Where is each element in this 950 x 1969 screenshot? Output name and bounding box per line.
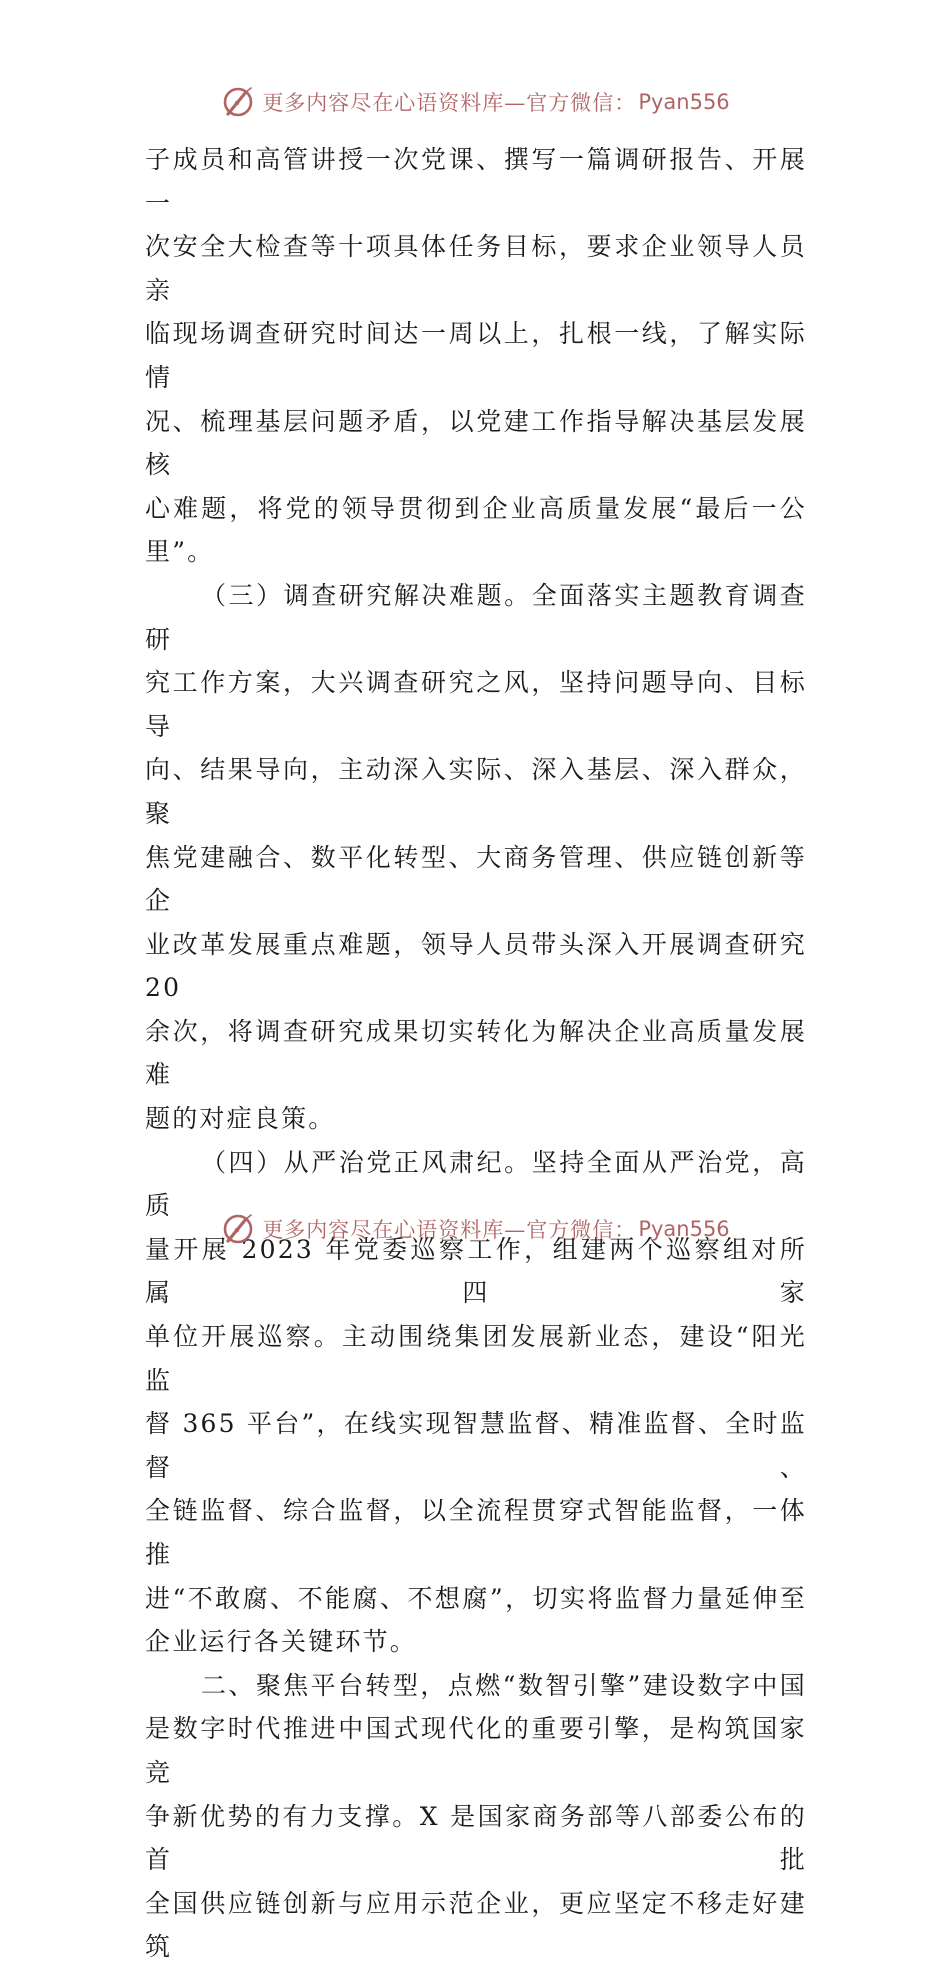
text-line: 单位开展巡察。主动围绕集团发展新业态，建设“阳光监 <box>145 1322 807 1395</box>
text-line: 是数字时代推进中国式现代化的重要引擎，是构筑国家竞 <box>145 1714 807 1787</box>
text-line: 临现场调查研究时间达一周以上，扎根一线，了解实际情 <box>145 319 807 392</box>
text-line: 量开展 2023 年党委巡察工作，组建两个巡察组对所属四家 <box>145 1234 807 1308</box>
watermark-id: Pyan556 <box>638 90 730 114</box>
text-line: 余次，将调查研究成果切实转化为解决企业高质量发展难 <box>145 1016 807 1090</box>
text-line: 子成员和高管讲授一次党课、撰写一篇调研报告、开展一 <box>145 145 807 218</box>
text-line: 里”。 <box>145 537 215 567</box>
watermark-banner-top <box>0 82 950 122</box>
text-line: 业改革发展重点难题，领导人员带头深入开展调查研究 20 <box>145 929 807 1003</box>
pen-circle-icon <box>220 1211 256 1247</box>
text-line: 焦党建融合、数平化转型、大商务管理、供应链创新等企 <box>145 842 807 916</box>
text-line: （三）调查研究解决难题。全面落实主题教育调查研 <box>145 580 807 654</box>
text-line: 向、结果导向，主动深入实际、深入基层、深入群众，聚 <box>145 755 807 828</box>
text-line: 心难题，将党的领导贯彻到企业高质量发展“最后一公 <box>145 493 807 523</box>
text-line: 况、梳理基层问题矛盾，以党建工作指导解决基层发展核 <box>145 406 807 480</box>
text-line: 全链监督、综合监督，以全流程贯穿式智能监督，一体推 <box>145 1496 807 1569</box>
document-body <box>145 138 807 1969</box>
text-line: 企业运行各关键环节。 <box>145 1627 418 1657</box>
text-line: 次安全大检查等十项具体任务目标，要求企业领导人员亲 <box>145 232 807 305</box>
text-line: 争新优势的有力支撑。X 是国家商务部等八部委公布的首批 <box>145 1801 807 1875</box>
pen-circle-icon <box>220 84 256 120</box>
text-line: 题的对症良策。 <box>145 1104 336 1134</box>
text-line: （四）从严治党正风肃纪。坚持全面从严治党，高质 <box>145 1147 807 1221</box>
text-line: 督 365 平台”，在线实现智慧监督、精准监督、全时监督、 <box>145 1409 807 1482</box>
text-line: 二、聚焦平台转型，点燃“数智引擎”建设数字中国 <box>201 1670 807 1700</box>
text-line: 全国供应链创新与应用示范企业，更应坚定不移走好建筑 <box>145 1888 807 1962</box>
watermark-id: Pyan556 <box>638 1217 730 1241</box>
watermark-banner-bottom <box>0 1209 950 1249</box>
text-line: 进“不敢腐、不能腐、不想腐”，切实将监督力量延伸至 <box>145 1583 807 1613</box>
text-line: 究工作方案，大兴调查研究之风，坚持问题导向、目标导 <box>145 668 807 741</box>
watermark-text: 更多内容尽在心语资料库—官方微信： <box>262 1218 637 1242</box>
watermark-text: 更多内容尽在心语资料库—官方微信： <box>262 91 637 115</box>
